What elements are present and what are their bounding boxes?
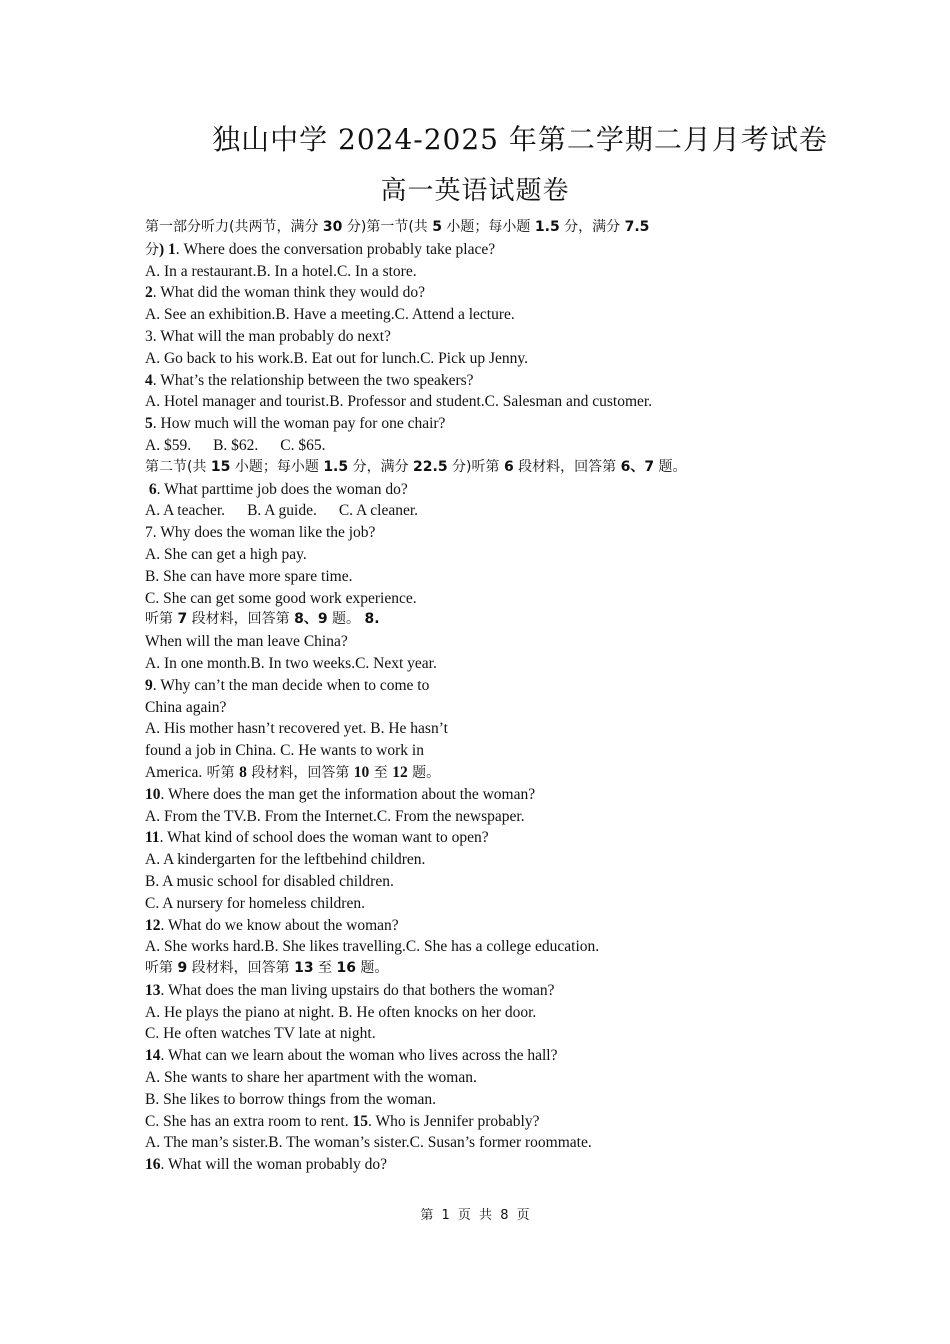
question-line: When will the man leave China? — [145, 633, 348, 651]
options-line: A. Hotel manager and tourist.B. Professor and student.C. Salesman and customer. — [145, 393, 653, 411]
question-line: 分) 1. Where does the conversation probably take place? — [145, 240, 496, 258]
question-line: 11. What kind of school does the woman want to open? — [145, 829, 489, 847]
options-line: America. 听第 8 段材料，回答第 10 至 12 题。 — [145, 763, 441, 781]
option-line: C. She can get some good work experience. — [145, 589, 417, 607]
options-line: A. She works hard.B. She likes travelling.C. She has a college education. — [145, 938, 600, 956]
question-line: 3. What will the man probably do next? — [145, 327, 391, 345]
question-line: 6. What parttime job does the woman do? — [148, 480, 408, 498]
options-line: A. He plays the piano at night. B. He often knocks on her door. — [145, 1003, 537, 1021]
option-line: A. She wants to share her apartment with the woman. — [145, 1069, 477, 1087]
question-line: 10. Where does the man get the information about the woman? — [145, 785, 536, 803]
options-line: A. In a restaurant.B. In a hotel.C. In a store. — [145, 262, 417, 280]
section-header: 第一部分听力(共两节，满分 30 分)第一节(共 5 小题；每小题 1.5 分，满分 7.5 — [145, 219, 650, 235]
question-line: 12. What do we know about the woman? — [145, 916, 399, 934]
question-line: 14. What can we learn about the woman who lives across the hall? — [145, 1047, 558, 1065]
option-line: B. A music school for disabled children. — [145, 872, 394, 890]
question-line: 5. How much will the woman pay for one chair? — [145, 415, 446, 433]
question-line: 7. Why does the woman like the job? — [145, 524, 376, 542]
question-line: 16. What will the woman probably do? — [145, 1156, 388, 1174]
exam-title: 独山中学 2024-2025 年第二学期二月月考试卷 — [212, 123, 828, 156]
option-line: A. A kindergarten for the leftbehind children. — [145, 851, 426, 869]
options-line: A. $59. B. $62. C. $65. — [145, 436, 326, 454]
question-line: 2. What did the woman think they would do? — [145, 284, 425, 302]
options-line: A. A teacher. B. A guide. C. A cleaner. — [145, 502, 419, 520]
section-header: 听第 9 段材料，回答第 13 至 16 题。 — [145, 960, 389, 977]
options-line: A. Go back to his work.B. Eat out for lunch.C. Pick up Jenny. — [145, 349, 529, 367]
options-line: A. From the TV.B. From the Internet.C. From the newspaper. — [145, 807, 525, 825]
question-line: China again? — [145, 698, 227, 716]
option-line: C. She has an extra room to rent. 15. Who is Jennifer probably? — [145, 1112, 540, 1130]
question-line: 9. Why can’t the man decide when to come to — [145, 676, 430, 694]
question-line: 13. What does the man living upstairs do that bothers the woman? — [145, 981, 555, 999]
option-line: B. She can have more spare time. — [145, 567, 353, 585]
page-footer: 第 1 页 共 8 页 — [420, 1208, 530, 1223]
options-line: A. The man’s sister.B. The woman’s sister.C. Susan’s former roommate. — [145, 1134, 592, 1152]
options-line: A. In one month.B. In two weeks.C. Next year. — [145, 654, 437, 672]
option-line: C. He often watches TV late at night. — [145, 1025, 376, 1043]
options-line: found a job in China. C. He wants to work in — [145, 742, 424, 760]
exam-subtitle: 高一英语试题卷 — [380, 176, 570, 206]
exam-body — [145, 217, 785, 1176]
question-line: 4. What’s the relationship between the two speakers? — [145, 371, 474, 389]
options-line: A. His mother hasn’t recovered yet. B. He hasn’t — [145, 720, 448, 738]
section-header: 第二节(共 15 小题；每小题 1.5 分，满分 22.5 分)听第 6 段材料，回答第 6、7 题。 — [145, 458, 687, 475]
option-line: A. She can get a high pay. — [145, 545, 307, 563]
options-line: A. See an exhibition.B. Have a meeting.C. Attend a lecture. — [145, 306, 515, 324]
option-line: C. A nursery for homeless children. — [145, 894, 365, 912]
section-header: 听第 7 段材料，回答第 8、9 题。 8. — [145, 611, 380, 628]
option-line: B. She likes to borrow things from the woman. — [145, 1090, 437, 1108]
